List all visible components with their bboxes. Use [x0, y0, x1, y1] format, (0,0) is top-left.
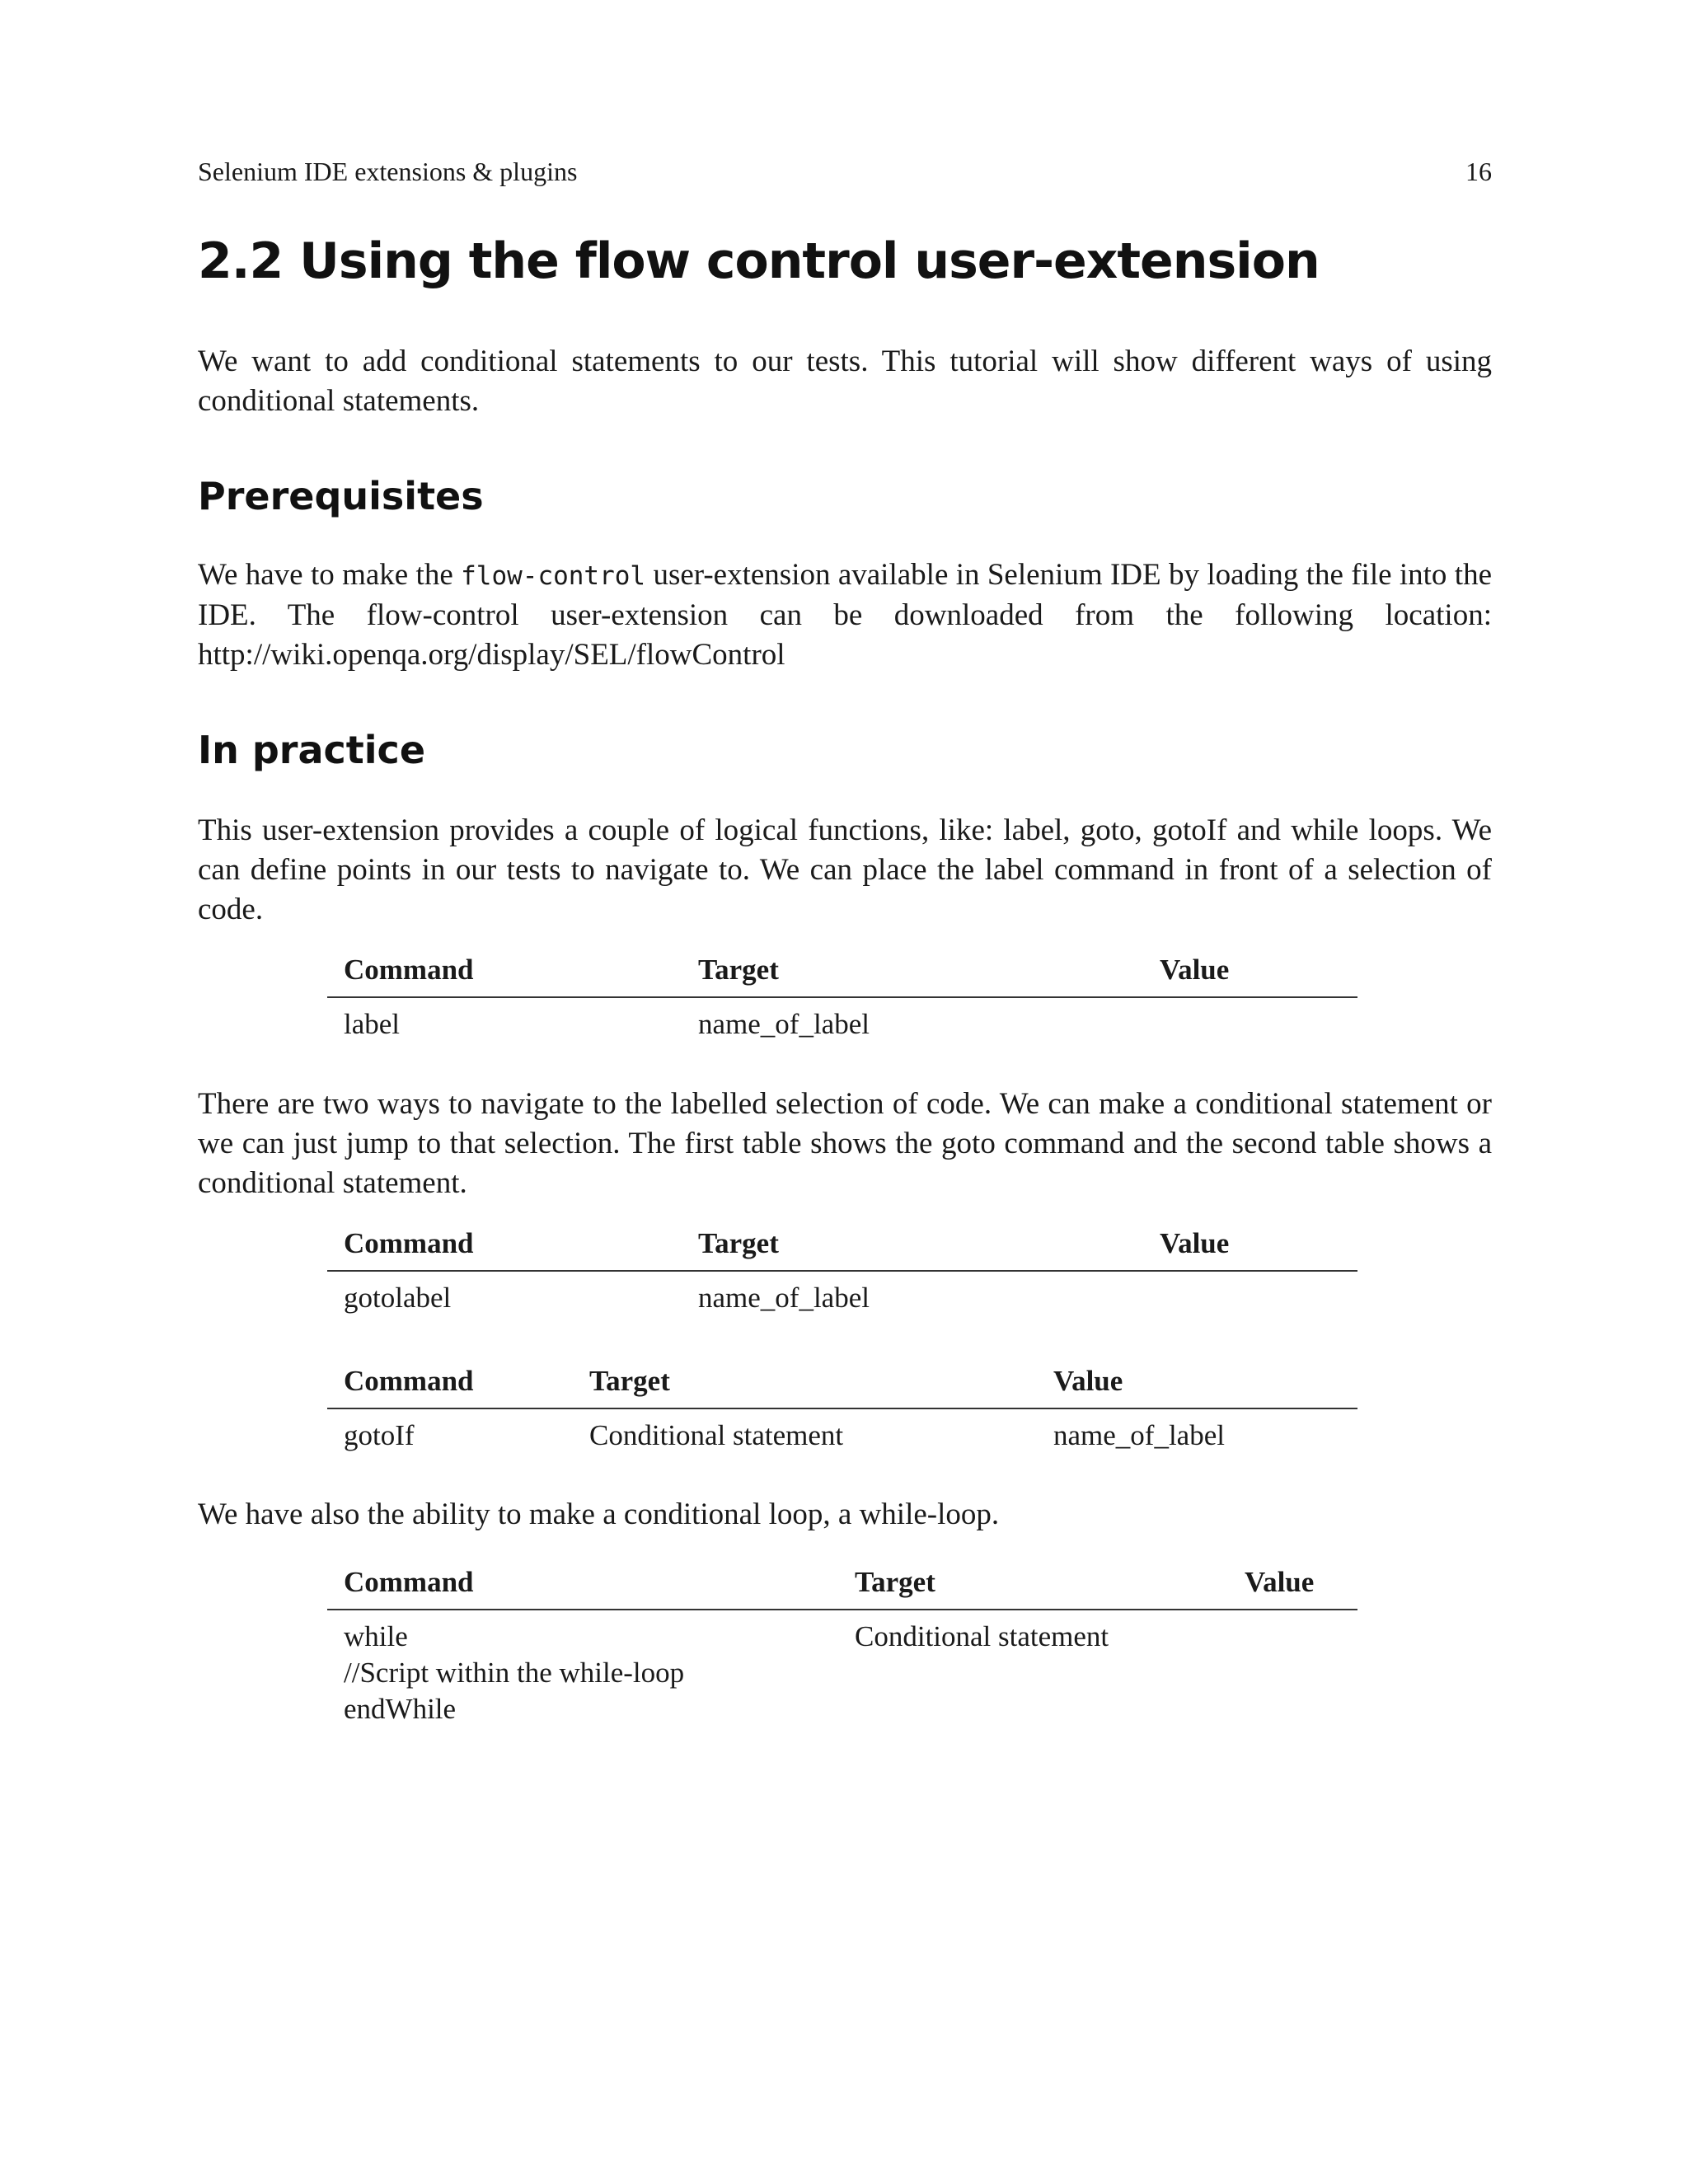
- prereq-text-after: user-extension available in Selenium IDE by loading the file into the IDE. The flow-control user-extension can be downloaded from the following location: http://wiki.openqa.org/display/SEL/flowControl: [198, 558, 1492, 672]
- column-header-command: Command: [327, 1363, 573, 1408]
- prereq-text-before: We have to make the: [198, 558, 462, 592]
- page-number: 16: [1465, 157, 1492, 186]
- column-header-target: Target: [838, 1564, 1228, 1610]
- command-line: //Script within the while-loop: [344, 1657, 685, 1689]
- column-header-target: Target: [682, 1226, 1143, 1271]
- table-row: [327, 1408, 1357, 1454]
- table-header-row: [327, 952, 1357, 997]
- cell-target: Conditional statement: [589, 1419, 844, 1451]
- column-header-value: Value: [1143, 1226, 1357, 1271]
- cell-value: [1228, 1610, 1357, 1727]
- command-line: endWhile: [344, 1693, 457, 1725]
- cell-value: [1143, 997, 1357, 1043]
- section-title: 2.2 Using the flow control user-extension: [198, 232, 1320, 290]
- table-header-row: [327, 1363, 1357, 1408]
- practice-paragraph-1: This user-extension provides a couple of logical functions, like: label, goto, gotoIf and while loops. We can define points in our tests to navigate to. We can place the label command in front of a selection of code.: [198, 813, 1492, 926]
- cell-value: [1143, 1271, 1357, 1316]
- cell-command: gotolabel: [344, 1282, 452, 1314]
- running-header: [198, 157, 1492, 187]
- intro-paragraph: We want to add conditional statements to our tests. This tutorial will show different ways of using conditional statements.: [198, 344, 1492, 418]
- prerequisites-paragraph: [198, 555, 1492, 675]
- column-header-command: Command: [327, 1564, 838, 1610]
- column-header-value: Value: [1037, 1363, 1357, 1408]
- table-row: [327, 1610, 1357, 1727]
- cell-command: gotoIf: [344, 1419, 415, 1451]
- prerequisites-heading: Prerequisites: [198, 474, 484, 518]
- column-header-command: Command: [327, 952, 682, 997]
- flow-control-code: flow-control: [461, 561, 646, 591]
- column-header-target: Target: [573, 1363, 1037, 1408]
- goto-command-table: [327, 1226, 1357, 1316]
- practice-paragraph-3: We have also the ability to make a conditional loop, a while-loop.: [198, 1497, 1000, 1531]
- cell-command: label: [344, 1008, 401, 1040]
- cell-value: name_of_label: [1053, 1419, 1225, 1451]
- label-command-table: [327, 952, 1357, 1043]
- practice-paragraph-2: There are two ways to navigate to the labelled selection of code. We can make a conditional statement or we can just jump to that selection. The first table shows the goto command and the second table shows a conditional statement.: [198, 1087, 1492, 1200]
- in-practice-heading: In practice: [198, 728, 426, 772]
- column-header-value: Value: [1228, 1564, 1357, 1610]
- cell-command: [327, 1610, 838, 1727]
- column-header-value: Value: [1143, 952, 1357, 997]
- gotoif-command-table: [327, 1363, 1357, 1454]
- cell-target: name_of_label: [698, 1008, 870, 1040]
- table-header-row: [327, 1226, 1357, 1271]
- command-line: while: [344, 1620, 408, 1652]
- table-header-row: [327, 1564, 1357, 1610]
- while-command-table: [327, 1564, 1357, 1727]
- table-row: [327, 1271, 1357, 1316]
- table-row: [327, 997, 1357, 1043]
- cell-target: name_of_label: [698, 1282, 870, 1314]
- column-header-command: Command: [327, 1226, 682, 1271]
- running-title: Selenium IDE extensions & plugins: [198, 157, 578, 186]
- cell-target: Conditional statement: [855, 1620, 1109, 1652]
- column-header-target: Target: [682, 952, 1143, 997]
